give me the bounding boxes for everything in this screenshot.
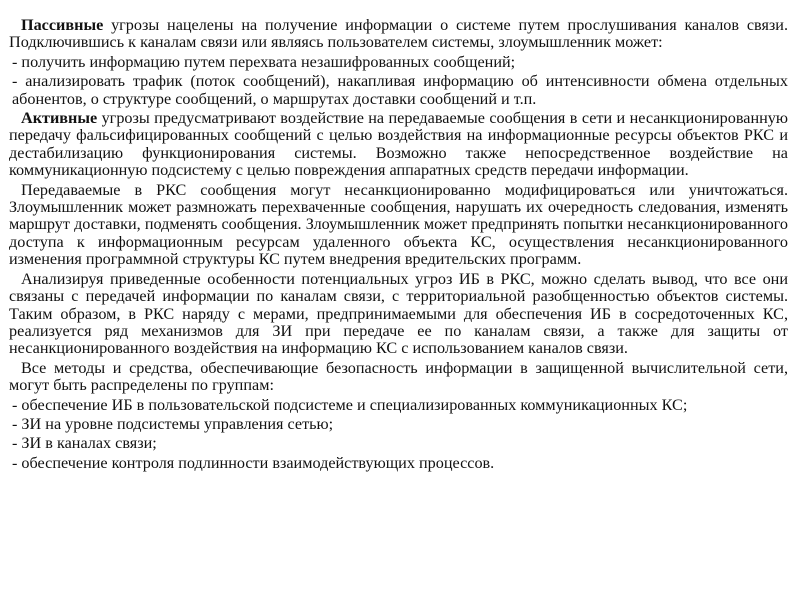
list-item-user-subsystem: - обеспечение ИБ в пользовательской подсистеме и специализированных коммуникационных КС; (12, 395, 688, 414)
paragraph-analysis: Анализируя приведенные особенности потенциальных угроз ИБ в РКС, можно сделать вывод, что все они связаны с передачей информации по каналам связи, с территориальной разобщенностью объектов системы. Таким образом, в РКС наряду с мерами, предпринимаемыми для обеспечения ИБ в сосредоточенных КС, реализуется ряд механизмов для ЗИ при передаче ее по каналам связи, а также для защиты от несанкционированного воздействия на информацию КС с использованием каналов связи. (9, 269, 788, 358)
paragraph-methods-groups: Все методы и средства, обеспечивающие безопасность информации в защищенной вычислительной сети, могут быть распределены по группам: (9, 358, 788, 395)
list-item-intercept: - получить информацию путем перехвата незашифрованных сообщений; (12, 52, 516, 71)
paragraph-active-threats (9, 110, 788, 180)
paragraph-text: угрозы нацелены на получение информации о системе путем прослушивания каналов связи. Подключившись к каналам связи или являясь пользователем системы, злоумышленник может: (9, 16, 788, 52)
list-item-channels: - ЗИ в каналах связи; (12, 434, 157, 453)
list-item-authentication: - обеспечение контроля подлинности взаимодействующих процессов. (12, 453, 495, 472)
term-active: Активные (21, 109, 98, 128)
list-item-network-management: - ЗИ на уровне подсистемы управления сетью; (12, 414, 334, 433)
paragraph-message-modification: Передаваемые в РКС сообщения могут несанкционированно модифицироваться или уничтожаться. Злоумышленник может размножать перехваченные сообщения, нарушать их очередность следования, изменять маршрут доставки, подменять сообщения. Злоумышленник может предпринять попытки несанкционированного доступа к информационным ресурсам удаленного объекта КС, осуществления несанкционированного изменения программной структуры КС путем внедрения вредительских программ. (9, 180, 788, 269)
term-passive: Пассивные (21, 16, 104, 34)
list-item-traffic-analysis: - анализировать трафик (поток сообщений), накапливая информацию об интенсивности обмена отдельных абонентов, о структуре сообщений, о маршрутах доставки сообщений и т.п. (12, 72, 788, 108)
paragraph-text: угрозы предусматривают воздействие на передаваемые сообщения в сети и несанкционированную передачу фальсифицированных сообщений с целью воздействия на информационные ресурсы объектов РКС и дестабилизацию функционирования системы. Возможно также непосредственное воздействие на коммуникационную подсистему с целью повреждения аппаратных средств передачи информации. (9, 109, 788, 180)
paragraph-passive-threats (9, 17, 788, 52)
